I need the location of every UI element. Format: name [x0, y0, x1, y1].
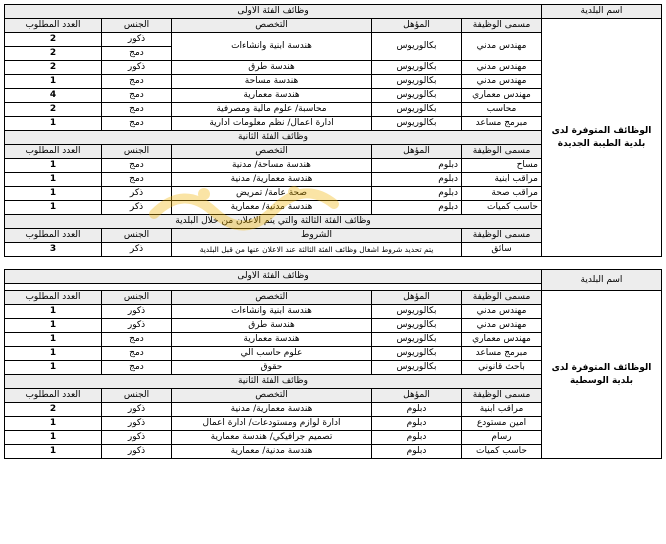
job-title: حاسب كميات: [462, 445, 542, 459]
qualification: بكالوريوس: [372, 333, 462, 347]
specialization: ادارة لوازم ومستودعات/ ادارة اعمال: [172, 417, 372, 431]
specialization: هندسة مساحة: [172, 75, 372, 89]
qualification: دبلوم: [372, 431, 462, 445]
job-title: مبرمج مساعد: [462, 117, 542, 131]
job-title: باحث قانوني: [462, 361, 542, 375]
qualification: دبلوم: [372, 187, 462, 201]
job-title: مراقب ابنية: [462, 403, 542, 417]
specialization: هندسة مدنية/ معمارية: [172, 201, 372, 215]
category-title: وظائف الفئة الاولى: [5, 5, 542, 19]
count: 2: [5, 103, 102, 117]
count: 3: [5, 243, 102, 257]
col-count: العدد المطلوب: [5, 229, 102, 243]
col-conditions: الشروط: [172, 229, 462, 243]
specialization: هندسة معمارية: [172, 333, 372, 347]
gender: دمج: [102, 117, 172, 131]
qualification: بكالوريوس: [372, 319, 462, 333]
col-job-title: مسمى الوظيفة: [462, 389, 542, 403]
col-qualification: المؤهل: [372, 389, 462, 403]
count: 1: [5, 417, 102, 431]
col-count: العدد المطلوب: [5, 145, 102, 159]
specialization: ادارة اعمال/ نظم معلومات ادارية: [172, 117, 372, 131]
job-title: مهندس معماري: [462, 333, 542, 347]
job-title: مراقب ابنية: [462, 173, 542, 187]
col-specialization: التخصص: [172, 145, 372, 159]
qualification: بكالوريوس: [372, 33, 462, 61]
count: 1: [5, 187, 102, 201]
col-qualification: المؤهل: [372, 291, 462, 305]
col-gender: الجنس: [102, 389, 172, 403]
specialization: علوم حاسب الي: [172, 347, 372, 361]
gender: ذكور: [102, 417, 172, 431]
col-gender: الجنس: [102, 145, 172, 159]
count: 1: [5, 117, 102, 131]
col-qualification: المؤهل: [372, 19, 462, 33]
col-qualification: المؤهل: [372, 145, 462, 159]
col-count: العدد المطلوب: [5, 19, 102, 33]
qualification: بكالوريوس: [372, 361, 462, 375]
qualification: بكالوريوس: [372, 117, 462, 131]
job-title: مساح: [462, 159, 542, 173]
col-job-title: مسمى الوظيفة: [462, 229, 542, 243]
specialization: محاسبة/ علوم مالية ومصرفية: [172, 103, 372, 117]
gender: دمج: [102, 333, 172, 347]
category-title: وظائف الفئة الثانية: [5, 131, 542, 145]
specialization: حقوق: [172, 361, 372, 375]
gender: ذكور: [102, 61, 172, 75]
gender: ذكر: [102, 201, 172, 215]
count: 2: [5, 403, 102, 417]
gender: دمج: [102, 361, 172, 375]
specialization: تصميم جرافيكي/ هندسة معمارية: [172, 431, 372, 445]
gender: دمج: [102, 75, 172, 89]
specialization: هندسة ابنية وانشاءات: [172, 33, 372, 61]
gender: دمج: [102, 347, 172, 361]
municipality-table-2: [4, 269, 662, 459]
job-title: محاسب: [462, 103, 542, 117]
gender: ذكور: [102, 319, 172, 333]
col-gender: الجنس: [102, 291, 172, 305]
specialization: هندسة ابنية وانشاءات: [172, 305, 372, 319]
count: 1: [5, 319, 102, 333]
qualification: بكالوريوس: [372, 89, 462, 103]
count: 2: [5, 47, 102, 61]
specialization: هندسة معمارية/ مدنية: [172, 403, 372, 417]
job-title: امين مستودع: [462, 417, 542, 431]
gender: ذكور: [102, 305, 172, 319]
specialization: هندسة مدنية/ معمارية: [172, 445, 372, 459]
job-title: رسام: [462, 431, 542, 445]
job-title: مهندس معماري: [462, 89, 542, 103]
gender: دمج: [102, 103, 172, 117]
qualification: بكالوريوس: [372, 347, 462, 361]
col-gender: الجنس: [102, 19, 172, 33]
gender: دمج: [102, 173, 172, 187]
specialization: هندسة معمارية/ مدنية: [172, 173, 372, 187]
col-specialization: التخصص: [172, 19, 372, 33]
count: 1: [5, 445, 102, 459]
specialization: صحة عامة/ تمريض: [172, 187, 372, 201]
municipality-header: اسم البلدية: [542, 5, 662, 19]
count: 1: [5, 173, 102, 187]
page: [4, 4, 662, 459]
count: 2: [5, 33, 102, 47]
count: 4: [5, 89, 102, 103]
qualification: دبلوم: [372, 403, 462, 417]
qualification: دبلوم: [372, 173, 462, 187]
category-title: وظائف الفئة الاولى: [5, 270, 542, 284]
count: 1: [5, 305, 102, 319]
col-job-title: مسمى الوظيفة: [462, 145, 542, 159]
count: 1: [5, 333, 102, 347]
qualification: دبلوم: [372, 417, 462, 431]
gender: دمج: [102, 89, 172, 103]
job-title: مراقب صحة: [462, 187, 542, 201]
gender: ذكور: [102, 403, 172, 417]
job-title: مهندس مدني: [462, 75, 542, 89]
gender: ذكر: [102, 243, 172, 257]
gender: ذكر: [102, 187, 172, 201]
count: 1: [5, 75, 102, 89]
category-title: وظائف الفئة الثالثة والتي يتم الاعلان من خلال البلدية: [5, 215, 542, 229]
qualification: بكالوريوس: [372, 75, 462, 89]
col-specialization: التخصص: [172, 291, 372, 305]
category-title: وظائف الفئة الثانية: [5, 375, 542, 389]
job-title: مهندس مدني: [462, 319, 542, 333]
col-gender: الجنس: [102, 229, 172, 243]
qualification: بكالوريوس: [372, 103, 462, 117]
municipality-title: الوظائف المتوفرة لدى بلدية الوسطية: [542, 291, 662, 459]
count: 1: [5, 361, 102, 375]
specialization: هندسة مساحة/ مدنية: [172, 159, 372, 173]
municipality-table-1: [4, 4, 662, 257]
specialization: هندسة معمارية: [172, 89, 372, 103]
qualification: بكالوريوس: [372, 305, 462, 319]
col-job-title: مسمى الوظيفة: [462, 291, 542, 305]
col-count: العدد المطلوب: [5, 389, 102, 403]
specialization: هندسة طرق: [172, 61, 372, 75]
job-title: مهندس مدني: [462, 305, 542, 319]
conditions: يتم تحديد شروط اشغال وظائف الفئة الثالثة عند الاعلان عنها من قبل البلدية: [172, 243, 462, 257]
job-title: حاسب كميات: [462, 201, 542, 215]
gender: دمج: [102, 47, 172, 61]
col-job-title: مسمى الوظيفة: [462, 19, 542, 33]
municipality-title: الوظائف المتوفرة لدى بلدية الطيبة الجديدة: [542, 19, 662, 257]
job-title: مهندس مدني: [462, 61, 542, 75]
count: 1: [5, 159, 102, 173]
col-count: العدد المطلوب: [5, 291, 102, 305]
job-title: سائق: [462, 243, 542, 257]
job-title: مهندس مدني: [462, 33, 542, 61]
col-specialization: التخصص: [172, 389, 372, 403]
qualification: دبلوم: [372, 201, 462, 215]
count: 1: [5, 431, 102, 445]
count: 1: [5, 347, 102, 361]
gender: ذكور: [102, 431, 172, 445]
qualification: بكالوريوس: [372, 61, 462, 75]
count: 2: [5, 61, 102, 75]
specialization: هندسة طرق: [172, 319, 372, 333]
qualification: دبلوم: [372, 445, 462, 459]
count: 1: [5, 201, 102, 215]
gender: ذكور: [102, 33, 172, 47]
qualification: دبلوم: [372, 159, 462, 173]
gender: ذكور: [102, 445, 172, 459]
gender: دمج: [102, 159, 172, 173]
municipality-header: اسم البلدية: [542, 270, 662, 291]
job-title: مبرمج مساعد: [462, 347, 542, 361]
